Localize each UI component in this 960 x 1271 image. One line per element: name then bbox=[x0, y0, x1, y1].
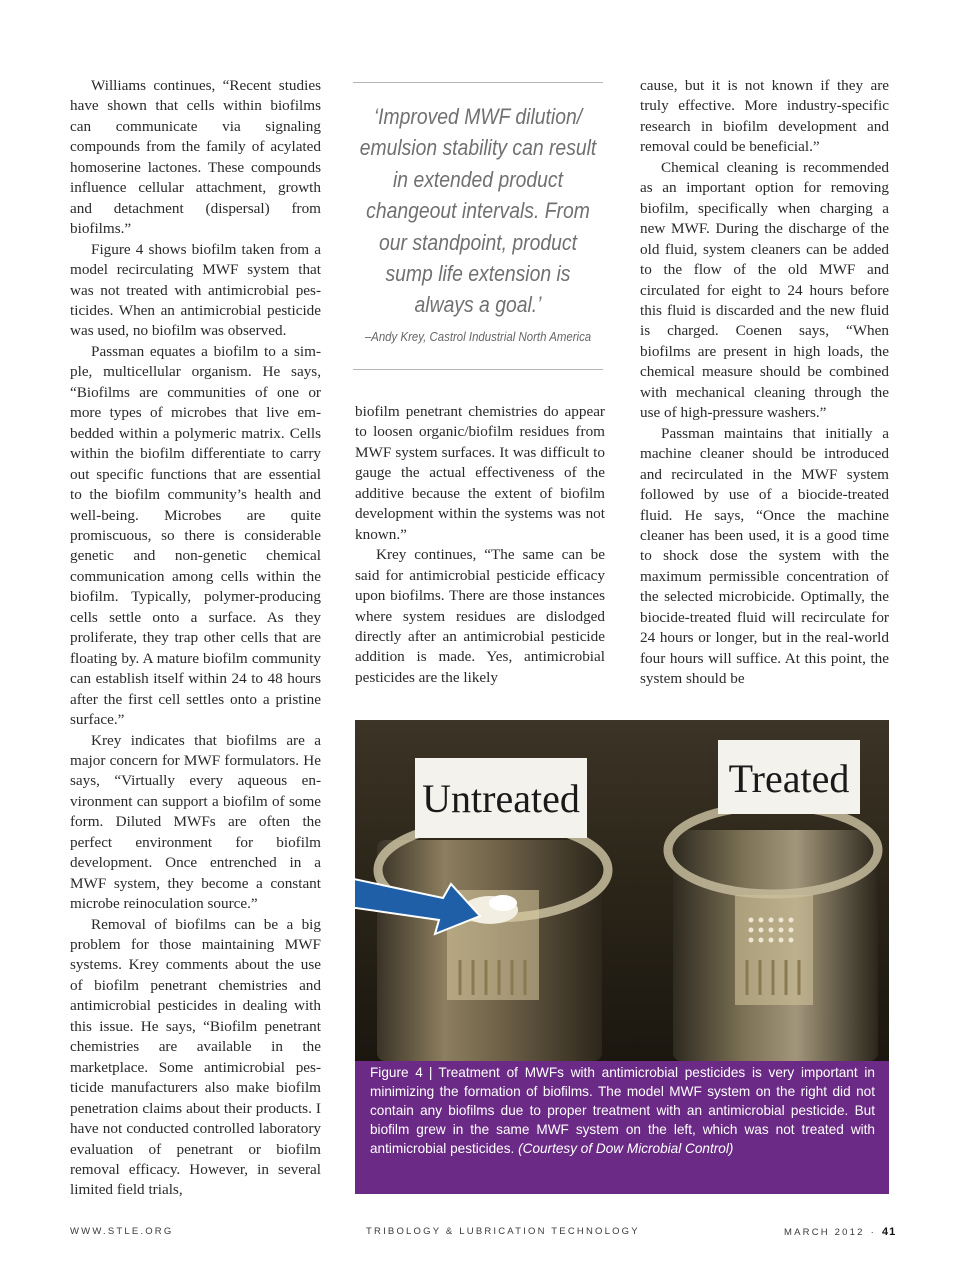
biofilm-photo bbox=[355, 720, 889, 1061]
pull-quote-attribution: –Andy Krey, Castrol Industrial North America bbox=[364, 328, 592, 344]
pull-quote-text: ‘Improved MWF dilution/ emulsion stability can result in extended product changeout intervals. From our standpoint, product sump life extension is always a goal.’ bbox=[359, 104, 597, 318]
paragraph: Passman equates a biofilm to a simple, multicellular organism. He says, “Biofilms are communities of one or more types of microbes that live embedded within a polymeric matrix. Cells within the biofilm differentiate to carry out specific functions that are essential to the biofilm community’s health and well-being. Microbes are quite promiscuous, so there is considerable genetic and non-genetic chemical communication among cells within the biofilm. Typically, polymer-producing cells settle onto a surface. As they proliferate, they trap other cells that are floating by. A mature biofilm community can establish itself within 24 to 48 hours after the first cell settles onto a pristine surface.” bbox=[70, 342, 321, 729]
treated-label: Treated bbox=[728, 756, 850, 801]
caption-separator: | bbox=[428, 1065, 433, 1080]
paragraph: Chemical cleaning is recommended as an important option for removing biofilm, specifically when charging a new MWF. During the discharge of the old fluid, system cleaners can be added to the flow of the old MWF and circulated for eight to 24 hours before this fluid is discarded and the new fluid is charged. Coenen says, “When biofilms are present in high loads, the chemical measure should be combined with mechanical cleaning through the use of high-pressure washers.” bbox=[640, 158, 889, 422]
footer-dot: · bbox=[870, 1227, 876, 1238]
footer-magazine: TRIBOLOGY & LUBRICATION TECHNOLOGY bbox=[366, 1226, 640, 1237]
paragraph: Krey continues, “The same can be said for antimicrobial pesticide efficacy upon biofilms. There are those instances where system residues are dislodged directly after an antimicrobial pesticide addition is made. Yes, antimicrobial pesticides are the likely bbox=[355, 546, 605, 686]
paragraph: cause, but it is not known if they are truly effective. More industry-specific research in biofilm development and removal could be beneficial.” bbox=[640, 77, 889, 156]
footer-website: WWW.STLE.ORG bbox=[70, 1226, 174, 1237]
article-column-2 bbox=[355, 402, 605, 688]
footer-date-page bbox=[784, 1226, 896, 1238]
untreated-label: Untreated bbox=[422, 776, 580, 821]
figure-caption bbox=[370, 1063, 875, 1158]
paragraph: Passman maintains that initially a machine cleaner should be introduced and recirculated in the MWF system followed by use of a biocide-treated fluid. He says, “Once the machine cleaner has been used, it is a good time to shock dose the system with the maximum permissible concentration of the selected microbicide. Optimally, the biocide-treated fluid will recirculate for 24 hours or longer, but in the real-world four hours will suffice. At this point, the system should be bbox=[640, 424, 889, 688]
paragraph: biofilm penetrant chemistries do appear to loosen organic/biofilm residues from MWF system surfaces. It was difficult to gauge the actual effectiveness of the additive because the extent of biofilm development within the systems was not known.” bbox=[355, 403, 605, 543]
caption-text: Treatment of MWFs with antimicrobial pesticides is very important in minimizing the formation of biofilms. The model MWF system on the right did not contain any biofilms due to proper treatment with an antimicrobial pesticide. But biofilm grew in the same MWF system on the left, which was not treated with antimicrobial pesticides. bbox=[370, 1065, 875, 1156]
pull-quote bbox=[353, 82, 603, 370]
article-column-3 bbox=[640, 76, 889, 690]
paragraph: Williams continues, “Recent studies have shown that cells within biofilms can communicate via signaling compounds from the family of acylated homoserine lactones. These compounds influence cellular attachment, growth and detachment (dispersal) from biofilms.” bbox=[70, 77, 321, 238]
paragraph: Removal of biofilms can be a big problem for those maintaining MWF systems. Krey comments about the use of biofilm penetrant chemistries and antimicrobial pesticides in dealing with this issue. He says, “Biofilm penetrant chemistries are available in the marketplace. Some antimicrobial pesticide manufacturers also make biofilm penetration claims about their products. I have not conducted controlled laboratory evaluation of penetrant or biofilm removal efficacy. However, in several limited field trials, bbox=[70, 915, 321, 1199]
paragraph: Figure 4 shows biofilm taken from a model recirculating MWF system that was not treated with antimicrobial pesticides. When an antimicrobial pesticide was used, no biofilm was observed. bbox=[70, 240, 321, 340]
article-column-1 bbox=[70, 76, 321, 1201]
biofilm-highlight bbox=[489, 895, 517, 911]
caption-credit: (Courtesy of Dow Microbial Control) bbox=[518, 1141, 734, 1156]
footer-date: MARCH 2012 bbox=[784, 1227, 865, 1238]
paragraph: Krey indicates that biofilms are a major concern for MWF formulators. He says, “Virtually every aqueous environment can support a biofilm of some form. Diluted MWFs are often the perfect environment for biofilm development. Once entrenched in a MWF system, they become a constant microbe reinoculation source.” bbox=[70, 731, 321, 913]
page-number: 41 bbox=[881, 1226, 897, 1238]
figure-number: Figure 4 bbox=[370, 1065, 423, 1080]
